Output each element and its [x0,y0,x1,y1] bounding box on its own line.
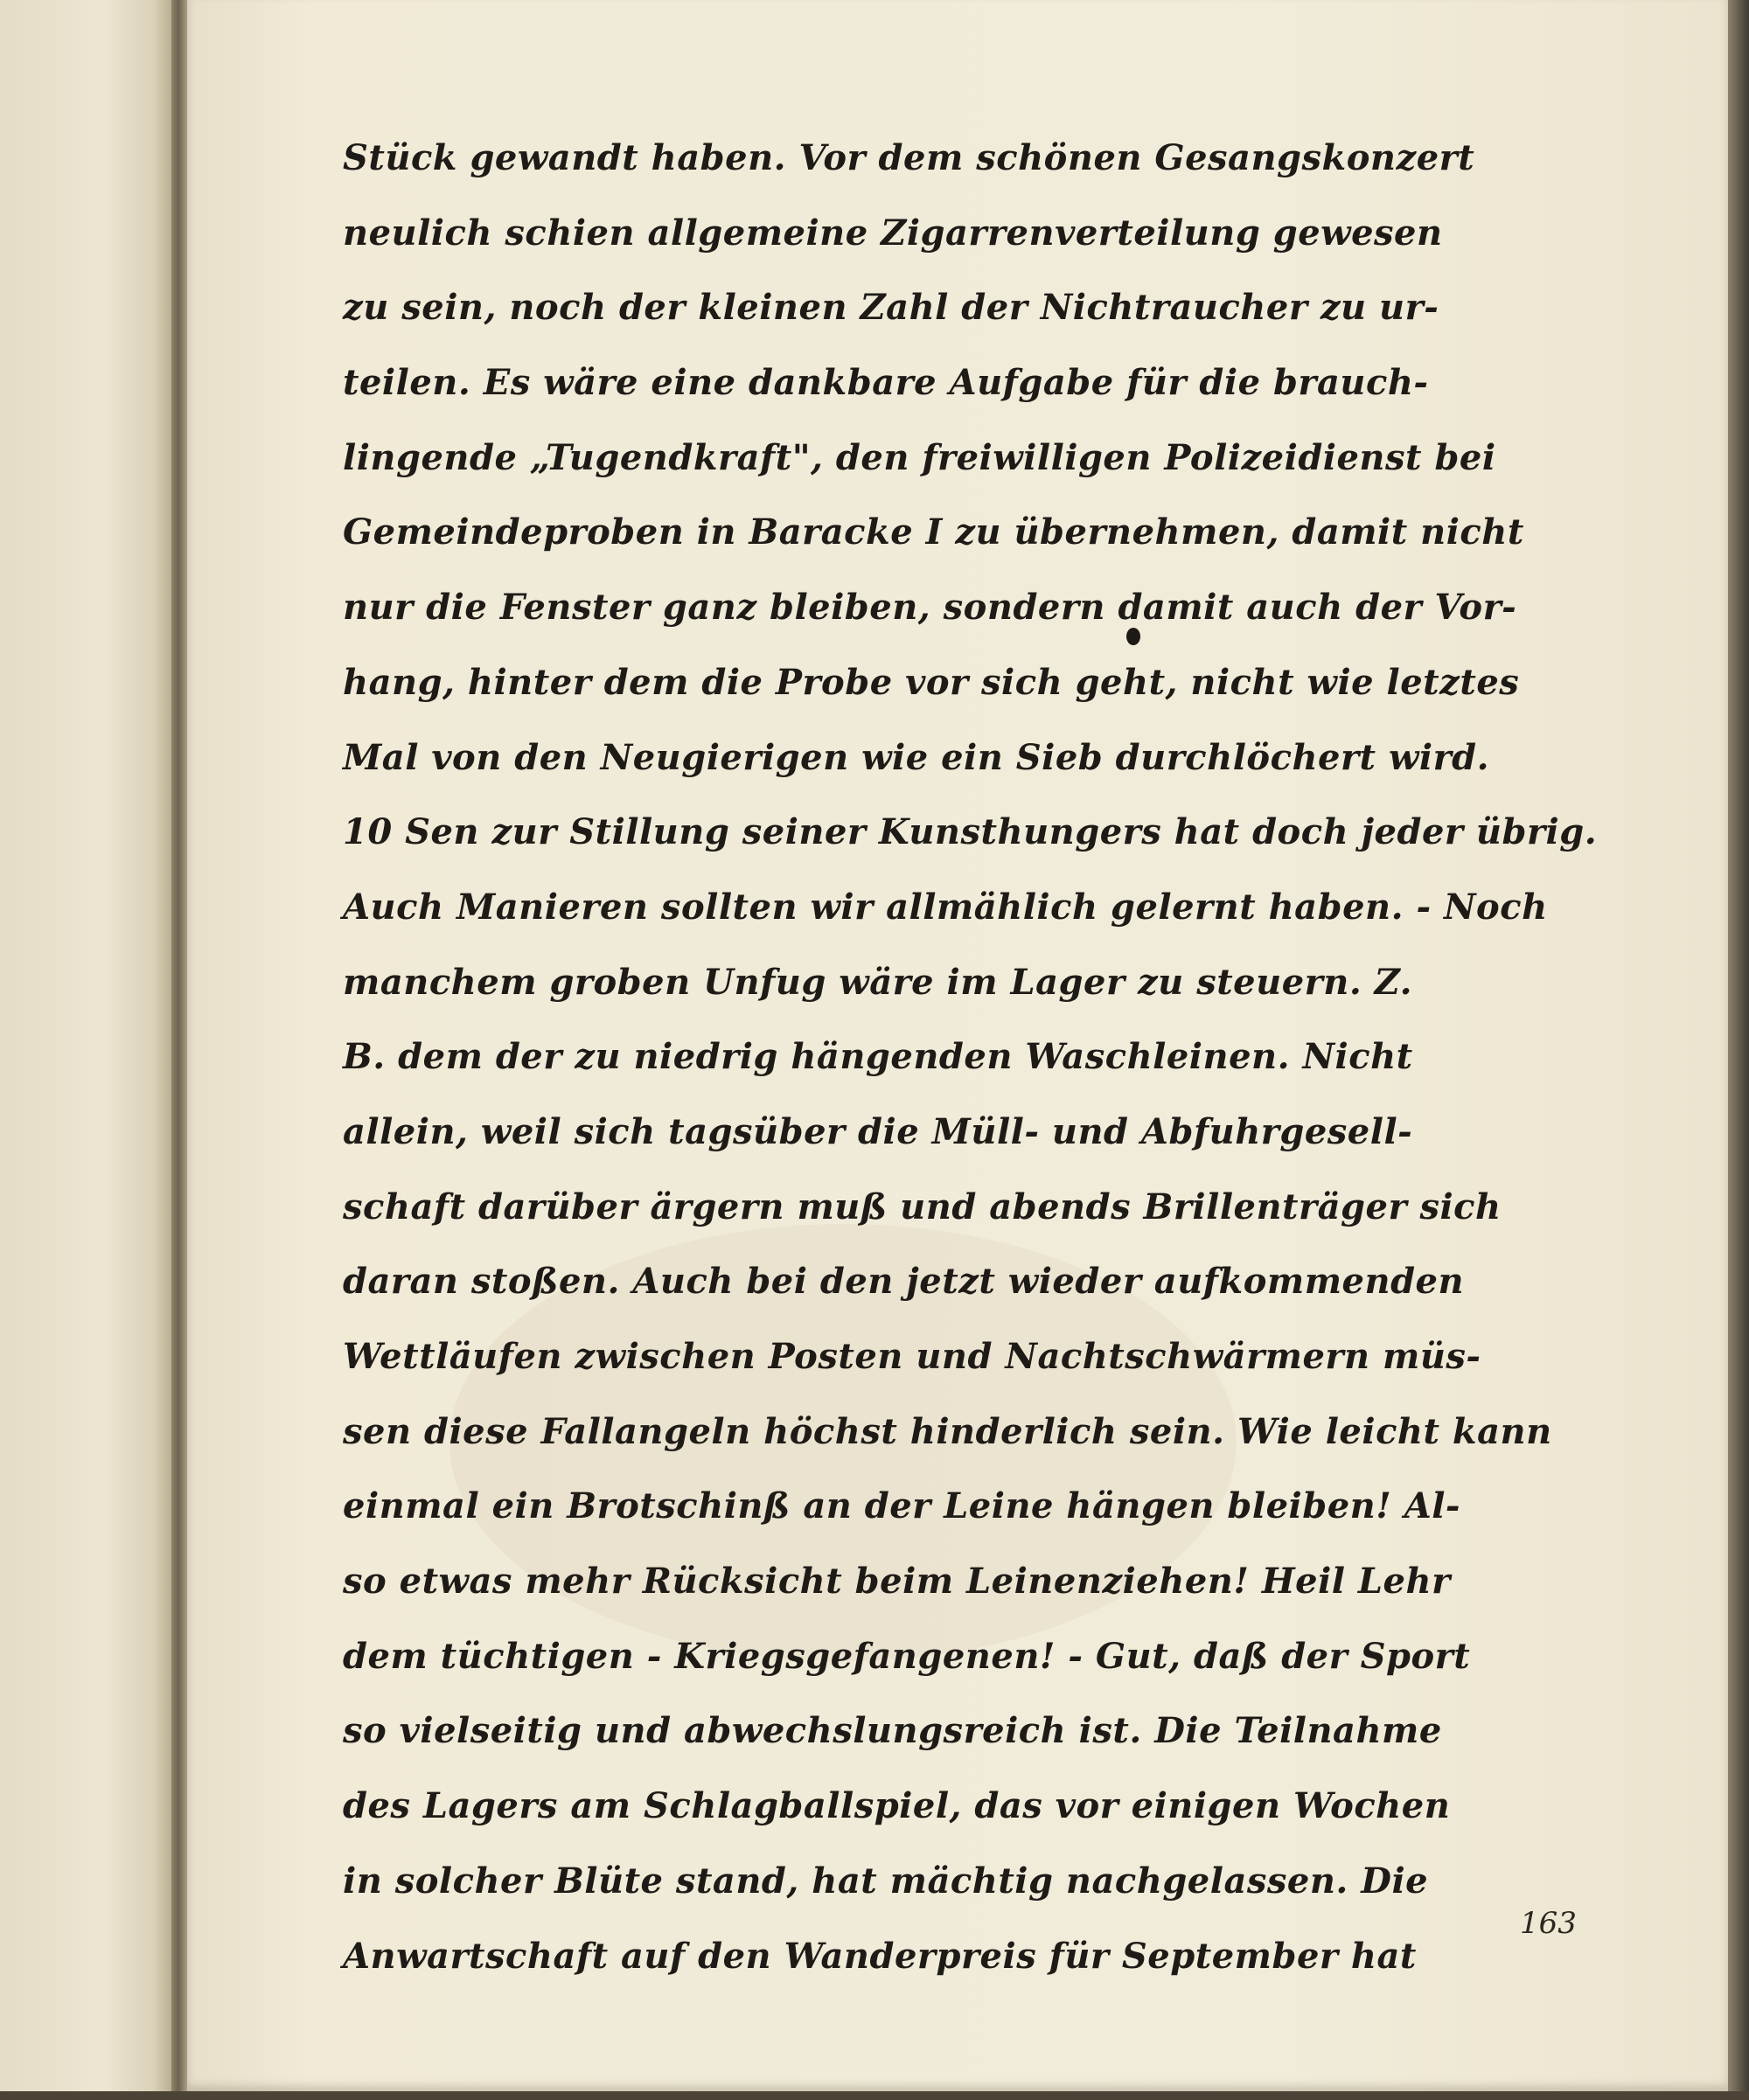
text-line: daran stoßen. Auch bei den jetzt wieder aufkommenden [343,1261,1465,1303]
text-line: 10 Sen zur Stillung seiner Kunsthungers hat doch jeder übrig. [343,811,1598,853]
text-line: dem tüchtigen - Kriegsgefangenen! - Gut, daß der Sport [343,1635,1471,1677]
text-line: zu sein, noch der kleinen Zahl der Nichtraucher zu ur- [343,287,1439,329]
text-line: so etwas mehr Rücksicht beim Leinenziehen! Heil Lehr [343,1561,1451,1603]
text-line: schaft darüber ärgern muß und abends Brillenträger sich [343,1186,1502,1227]
text-line: Anwartschaft auf den Wanderpreis für September hat [343,1935,1417,1977]
text-line: des Lagers am Schlagballspiel, das vor einigen Wochen [343,1785,1451,1827]
text-line: neulich schien allgemeine Zigarrenverteilung gewesen [343,212,1443,254]
text-line: Auch Manieren sollten wir allmählich gelernt haben. - Noch [343,886,1548,928]
text-line: Stück gewandt haben. Vor dem schönen Gesangskonzert [343,137,1475,178]
previous-page-edge [0,0,171,2100]
text-line: allein, weil sich tagsüber die Müll- und Abfuhrgesell- [343,1110,1413,1152]
text-line: sen diese Fallangeln höchst hinderlich sein. Wie leicht kann [343,1410,1552,1452]
text-line: einmal ein Brotschinß an der Leine hängen bleiben! Al- [343,1485,1461,1527]
text-line: hang, hinter dem die Probe vor sich geht, nicht wie letztes [343,661,1520,703]
text-line: so vielseitig und abwechslungsreich ist. Die Teilnahme [343,1710,1442,1752]
text-line: Wettläufen zwischen Posten und Nachtschwärmern müs- [343,1336,1481,1377]
text-line: Mal von den Neugierigen wie ein Sieb durchlöchert wird. [343,736,1490,778]
text-line: B. dem der zu niedrig hängenden Waschleinen. Nicht [343,1036,1413,1078]
text-line: nur die Fenster ganz bleiben, sondern damit auch der Vor- [343,587,1517,629]
text-line: Gemeindeproben in Baracke I zu übernehmen, damit nicht [343,511,1524,553]
text-line: in solcher Blüte stand, hat mächtig nachgelassen. Die [343,1860,1429,1902]
page-bottom-edge [0,2091,1749,2100]
page-right-edge [1728,0,1749,2100]
ink-blot [1126,628,1140,645]
book-gutter [171,0,187,2100]
text-line: manchem groben Unfug wäre im Lager zu steuern. Z. [343,961,1413,1003]
text-line: teilen. Es wäre eine dankbare Aufgabe für die brauch- [343,362,1429,404]
text-line: lingende „Tugendkraft", den freiwilligen Polizeidienst bei [343,436,1496,478]
page-number: 163 [1520,1906,1577,1941]
